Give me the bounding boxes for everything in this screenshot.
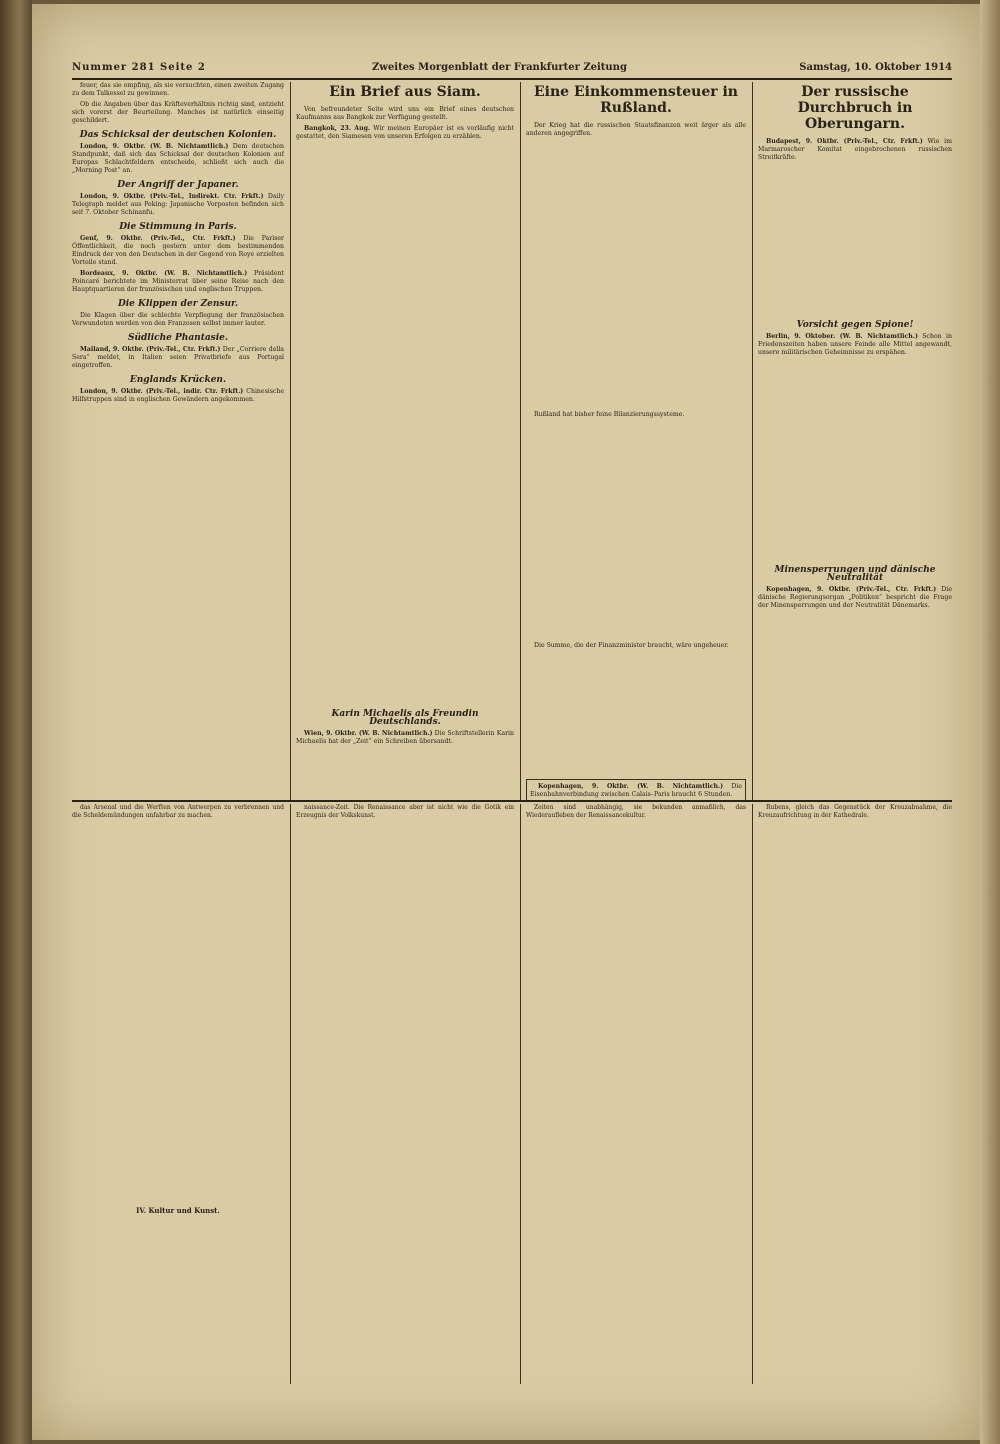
text-steuer-3: Die Summe, die der Finanzminister braucht, wäre ungeheuer. <box>534 642 729 649</box>
dateline-bordeaux: Bordeaux, 9. Oktbr. (W. B. Nichtamtlich.) <box>80 270 248 277</box>
dateline-kolonien: London, 9. Oktbr. (W. B. Nichtamtlich.) <box>80 143 229 150</box>
column-1 <box>72 82 284 802</box>
text-steuer-2: Rußland hat bisher feine Bilanzierungssysteme. <box>534 411 685 418</box>
book-spine <box>0 0 32 1444</box>
headline-zensur: Die Klippen der Zensur. <box>117 299 239 309</box>
text-kruecken: Chinesische Hilfstruppen sind in englischen Gewändern angekommen. <box>72 388 284 403</box>
feuilleton-column-3 <box>526 804 746 1384</box>
text-zensur: Die Klagen über die schlechte Verpflegung der französischen Verwundeten werden von den Franzosen selbst immer lauter. <box>72 312 284 327</box>
column-4 <box>758 82 952 802</box>
headline-paris: Die Stimmung in Paris. <box>119 222 237 232</box>
issue-number: Nummer 281 Seite 2 <box>72 62 206 73</box>
headline-karin: Karin Michaelis als Freundin Deutschlands. <box>331 709 479 727</box>
notice-box <box>526 779 746 802</box>
column-divider <box>520 804 521 1384</box>
issue-date: Samstag, 10. Oktober 1914 <box>799 62 952 73</box>
dateline-phantasie: Mailand, 9. Oktbr. (Priv.-Tel., Ctr. Frkft.) <box>80 346 221 353</box>
feuilleton-heading: IV. Kultur und Kunst. <box>136 1205 220 1215</box>
column-divider <box>752 804 753 1384</box>
feuilleton-text-1: das Arsenal und die Werften von Antwerpen zu verbrennen und die Scheldemündungen unfahrbar zu machen. <box>72 804 284 819</box>
text-japaner: Daily Telegraph meldet aus Peking: Japanische Vorposten befinden sich seit 7. Oktober Schinanfu. <box>72 193 284 216</box>
feuilleton-text-4: Rubens, gleich das Gegenstück der Kreuzabnahme, die Kreuzaufrichtung in der Kathedrale. <box>758 804 952 819</box>
newspaper-page <box>32 4 980 1440</box>
text-minen: Die dänische Regierungsorgan „Politiken“ bespricht die Frage der Minensperrungen und der Neutralität Dänemarks. <box>758 586 952 609</box>
text-siam: Wir meinen Europäer ist es vorläufig nicht gestattet, den Siamesen von unseren Erfolgen zu erzählen. <box>296 125 514 140</box>
page-edge <box>980 0 1000 1444</box>
text-spione: Schon in Friedenszeiten haben unsere Feinde alle Mittel angewandt, unsere militärischen Geheimnisse zu erspähen. <box>758 333 952 356</box>
text-durchbruch: Wie im Marmaroscher Komitat eingebrochenen russischen Streitkräfte. <box>758 138 952 161</box>
headline-kolonien: Das Schicksal der deutschen Kolonien. <box>79 130 277 140</box>
dateline-japaner: London, 9. Oktbr. (Priv.-Tel., Indirekt. Ctr. Frkft.) <box>80 193 264 200</box>
text-steuer: Der Krieg hat die russischen Staatsfinanzen weit ärger als alle anderen angegriffen. <box>526 122 746 137</box>
dateline-kruecken: London, 9. Oktbr. (Priv.-Tel., indir. Ctr. Frkft.) <box>80 388 244 395</box>
column-divider <box>520 82 521 802</box>
paper-title: Zweites Morgenblatt der Frankfurter Zeitung <box>372 62 627 73</box>
text-phantasie: Der „Corriere della Sera“ meldet, in Italien seien Privatbriefe aus Portugal eingetroffen. <box>72 346 284 369</box>
feuilleton-column-2 <box>296 804 514 1384</box>
dateline-siam: Bangkok, 23. Aug. <box>304 125 371 132</box>
page-header <box>72 60 952 80</box>
text-paris: Die Pariser Öffentlichkeit, die noch gestern unter dem bestimmenden Eindruck der von den Deutschen in der Gegend von Roye erzielten Vorteile stand. <box>72 235 284 266</box>
feuilleton-text-2: naissance-Zeit. Die Renaissance aber ist nicht wie die Gotik ein Erzeugnis der Volkskunst. <box>296 804 514 819</box>
headline-phantasie: Südliche Phantasie. <box>127 333 229 343</box>
intro-paragraph-2: Ob die Angaben über das Kräfteverhältnis richtig sind, entzieht sich vorerst der Beurteilung. Manches ist natürlich einseitig geschildert. <box>72 101 284 124</box>
feuilleton-text-3: Zeiten sind unabhängig, sie bekunden anmaßlich, das Wiederaufleben der Renaissancekultur. <box>526 804 746 819</box>
headline-japaner: Der Angriff der Japaner. <box>117 180 239 190</box>
column-divider <box>290 82 291 802</box>
column-divider <box>290 804 291 1384</box>
feuilleton-column-4 <box>758 804 952 1384</box>
column-2 <box>296 82 514 802</box>
dateline-spione: Berlin, 9. Oktober. (W. B. Nichtamtlich.) <box>766 333 918 340</box>
dateline-karin: Wien, 9. Oktbr. (W. B. Nichtamtlich.) <box>304 730 433 737</box>
feuilleton-divider <box>72 800 952 802</box>
headline-steuer: Eine Einkommensteuer in Rußland. <box>534 84 738 116</box>
headline-durchbruch: Der russische Durchbruch in Oberungarn. <box>797 84 913 132</box>
dateline-paris: Genf, 9. Oktbr. (Priv.-Tel., Ctr. Frkft.) <box>80 235 236 242</box>
column-divider <box>752 82 753 802</box>
column-3 <box>526 82 746 802</box>
intro-siam: Von befreundeter Seite wird uns ein Brief eines deutschen Kaufmanns aus Bangkok zur Verfügung gestellt. <box>296 106 514 121</box>
text-karin: Die Schriftstellerin Karin Michaelis hat der „Zeit“ ein Schreiben übersandt. <box>296 730 514 745</box>
dateline-kopenhagen: Kopenhagen, 9. Oktbr. (W. B. Nichtamtlich.) <box>538 783 724 790</box>
feuilleton-column-1 <box>72 804 284 1384</box>
headline-minen: Minensperrungen und dänische Neutralität <box>774 565 936 583</box>
text-bordeaux: Präsident Poincaré berichtete im Ministerrat über seine Reise nach den Hauptquartieren der französischen und englischen Truppen. <box>72 270 284 293</box>
headline-spione: Vorsicht gegen Spione! <box>796 320 914 330</box>
dateline-durchbruch: Budapest, 9. Oktbr. (Priv.-Tel., Ctr. Frkft.) <box>766 138 923 145</box>
headline-siam: Ein Brief aus Siam. <box>329 84 481 100</box>
headline-kruecken: Englands Krücken. <box>129 375 227 385</box>
text-kolonien: Dem deutschen Standpunkt, daß sich das Schicksal der deutschen Kolonien auf Europas Schlachtfeldern entscheide, schließt sich auch die „Morning Post“ an. <box>72 143 284 174</box>
intro-paragraph: feuer, das sie empfing, als sie versuchten, einen zweiten Zugang zu dem Talkessel zu gewinnen. <box>72 82 284 97</box>
dateline-minen: Kopenhagen, 9. Oktbr. (Priv.-Tel., Ctr. Frkft.) <box>766 586 937 593</box>
text-kopenhagen: Die Eisenbahnverbindung zwischen Calais–Paris braucht 6 Stunden. <box>530 783 742 798</box>
